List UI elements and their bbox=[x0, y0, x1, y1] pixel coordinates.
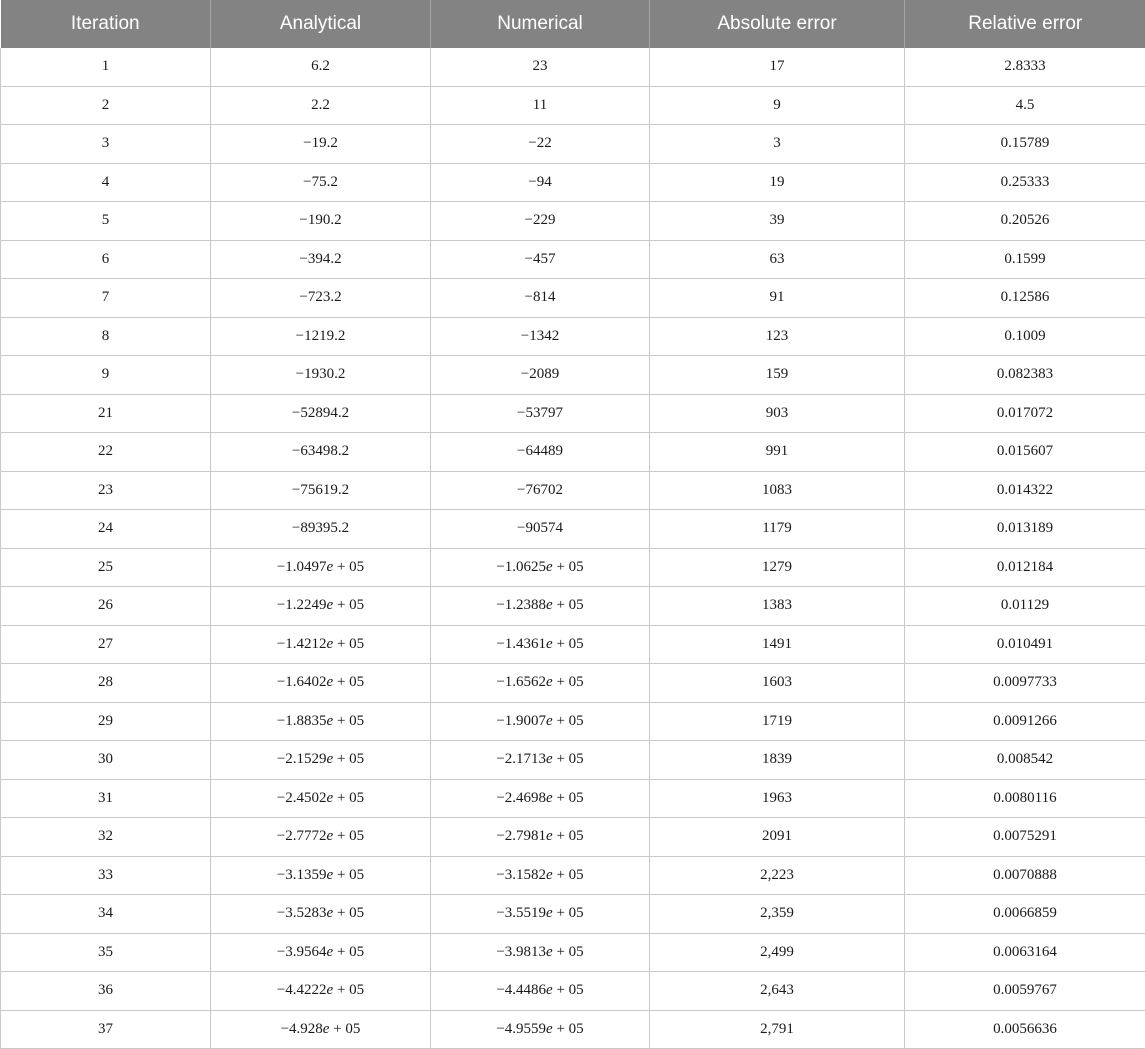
cell-numerical: −76702 bbox=[431, 471, 650, 510]
table-row bbox=[1, 279, 1145, 318]
cell-absolute-error: 2091 bbox=[650, 818, 905, 857]
cell-relative-error: 0.0063164 bbox=[905, 933, 1145, 972]
cell-analytical: −394.2 bbox=[211, 240, 431, 279]
cell-iteration: 26 bbox=[1, 587, 211, 626]
table-row bbox=[1, 856, 1145, 895]
cell-iteration: 37 bbox=[1, 1010, 211, 1049]
table-row bbox=[1, 48, 1145, 86]
cell-analytical: −1930.2 bbox=[211, 356, 431, 395]
table-row bbox=[1, 471, 1145, 510]
cell-absolute-error: 1083 bbox=[650, 471, 905, 510]
cell-iteration: 22 bbox=[1, 433, 211, 472]
cell-numerical: −2.4698e + 05 bbox=[431, 779, 650, 818]
cell-relative-error: 0.0059767 bbox=[905, 972, 1145, 1011]
cell-analytical: −52894.2 bbox=[211, 394, 431, 433]
cell-numerical: −3.1582e + 05 bbox=[431, 856, 650, 895]
cell-absolute-error: 1383 bbox=[650, 587, 905, 626]
cell-numerical: −4.4486e + 05 bbox=[431, 972, 650, 1011]
cell-iteration: 21 bbox=[1, 394, 211, 433]
cell-iteration: 31 bbox=[1, 779, 211, 818]
table-row bbox=[1, 433, 1145, 472]
cell-numerical: −1.0625e + 05 bbox=[431, 548, 650, 587]
cell-iteration: 6 bbox=[1, 240, 211, 279]
cell-analytical: −19.2 bbox=[211, 125, 431, 164]
table-row bbox=[1, 163, 1145, 202]
cell-relative-error: 0.010491 bbox=[905, 625, 1145, 664]
cell-numerical: 23 bbox=[431, 48, 650, 86]
cell-absolute-error: 1719 bbox=[650, 702, 905, 741]
table-row bbox=[1, 587, 1145, 626]
cell-absolute-error: 2,643 bbox=[650, 972, 905, 1011]
cell-numerical: −22 bbox=[431, 125, 650, 164]
cell-relative-error: 0.0070888 bbox=[905, 856, 1145, 895]
cell-absolute-error: 2,223 bbox=[650, 856, 905, 895]
header-iteration: Iteration bbox=[1, 0, 211, 48]
cell-relative-error: 0.01129 bbox=[905, 587, 1145, 626]
cell-numerical: −1.9007e + 05 bbox=[431, 702, 650, 741]
header-row bbox=[1, 0, 1145, 48]
table-row bbox=[1, 1010, 1145, 1049]
table-row bbox=[1, 933, 1145, 972]
cell-iteration: 36 bbox=[1, 972, 211, 1011]
cell-absolute-error: 1839 bbox=[650, 741, 905, 780]
cell-numerical: −90574 bbox=[431, 510, 650, 549]
cell-absolute-error: 1279 bbox=[650, 548, 905, 587]
cell-relative-error: 0.012184 bbox=[905, 548, 1145, 587]
cell-relative-error: 0.015607 bbox=[905, 433, 1145, 472]
cell-numerical: −1.4361e + 05 bbox=[431, 625, 650, 664]
cell-analytical: −190.2 bbox=[211, 202, 431, 241]
cell-absolute-error: 1603 bbox=[650, 664, 905, 703]
table-row bbox=[1, 972, 1145, 1011]
cell-relative-error: 0.1599 bbox=[905, 240, 1145, 279]
table-row bbox=[1, 240, 1145, 279]
cell-numerical: −2.7981e + 05 bbox=[431, 818, 650, 857]
cell-relative-error: 0.014322 bbox=[905, 471, 1145, 510]
cell-iteration: 4 bbox=[1, 163, 211, 202]
cell-analytical: −3.1359e + 05 bbox=[211, 856, 431, 895]
cell-relative-error: 0.12586 bbox=[905, 279, 1145, 318]
cell-absolute-error: 903 bbox=[650, 394, 905, 433]
table-row bbox=[1, 510, 1145, 549]
cell-analytical: −2.7772e + 05 bbox=[211, 818, 431, 857]
table-row bbox=[1, 356, 1145, 395]
cell-numerical: −1.2388e + 05 bbox=[431, 587, 650, 626]
table-row bbox=[1, 125, 1145, 164]
cell-relative-error: 2.8333 bbox=[905, 48, 1145, 86]
cell-numerical: −64489 bbox=[431, 433, 650, 472]
cell-analytical: −75.2 bbox=[211, 163, 431, 202]
table-row bbox=[1, 394, 1145, 433]
table-body bbox=[1, 48, 1145, 1049]
cell-analytical: −2.4502e + 05 bbox=[211, 779, 431, 818]
cell-iteration: 2 bbox=[1, 86, 211, 125]
cell-absolute-error: 1491 bbox=[650, 625, 905, 664]
cell-iteration: 27 bbox=[1, 625, 211, 664]
table-row bbox=[1, 625, 1145, 664]
cell-numerical: −4.9559e + 05 bbox=[431, 1010, 650, 1049]
cell-relative-error: 0.25333 bbox=[905, 163, 1145, 202]
cell-absolute-error: 9 bbox=[650, 86, 905, 125]
cell-iteration: 3 bbox=[1, 125, 211, 164]
cell-relative-error: 0.008542 bbox=[905, 741, 1145, 780]
cell-relative-error: 0.082383 bbox=[905, 356, 1145, 395]
table-row bbox=[1, 202, 1145, 241]
table-row bbox=[1, 818, 1145, 857]
cell-iteration: 34 bbox=[1, 895, 211, 934]
cell-analytical: −89395.2 bbox=[211, 510, 431, 549]
cell-numerical: −1342 bbox=[431, 317, 650, 356]
cell-iteration: 5 bbox=[1, 202, 211, 241]
cell-analytical: 2.2 bbox=[211, 86, 431, 125]
cell-iteration: 28 bbox=[1, 664, 211, 703]
cell-iteration: 23 bbox=[1, 471, 211, 510]
cell-analytical: −1.0497e + 05 bbox=[211, 548, 431, 587]
cell-numerical: −1.6562e + 05 bbox=[431, 664, 650, 703]
cell-numerical: −2.1713e + 05 bbox=[431, 741, 650, 780]
cell-analytical: −3.9564e + 05 bbox=[211, 933, 431, 972]
header-analytical: Analytical bbox=[211, 0, 431, 48]
cell-numerical: −2089 bbox=[431, 356, 650, 395]
cell-iteration: 7 bbox=[1, 279, 211, 318]
cell-absolute-error: 3 bbox=[650, 125, 905, 164]
cell-numerical: 11 bbox=[431, 86, 650, 125]
cell-numerical: −457 bbox=[431, 240, 650, 279]
cell-analytical: −1.8835e + 05 bbox=[211, 702, 431, 741]
cell-analytical: −1.4212e + 05 bbox=[211, 625, 431, 664]
cell-iteration: 25 bbox=[1, 548, 211, 587]
cell-absolute-error: 159 bbox=[650, 356, 905, 395]
cell-relative-error: 0.0097733 bbox=[905, 664, 1145, 703]
cell-numerical: −3.5519e + 05 bbox=[431, 895, 650, 934]
header-numerical: Numerical bbox=[431, 0, 650, 48]
cell-absolute-error: 991 bbox=[650, 433, 905, 472]
cell-analytical: 6.2 bbox=[211, 48, 431, 86]
cell-analytical: −1219.2 bbox=[211, 317, 431, 356]
table-row bbox=[1, 548, 1145, 587]
cell-analytical: −2.1529e + 05 bbox=[211, 741, 431, 780]
cell-absolute-error: 1963 bbox=[650, 779, 905, 818]
cell-absolute-error: 63 bbox=[650, 240, 905, 279]
cell-absolute-error: 39 bbox=[650, 202, 905, 241]
cell-relative-error: 0.0091266 bbox=[905, 702, 1145, 741]
cell-absolute-error: 91 bbox=[650, 279, 905, 318]
table-row bbox=[1, 664, 1145, 703]
cell-numerical: −814 bbox=[431, 279, 650, 318]
cell-relative-error: 0.20526 bbox=[905, 202, 1145, 241]
cell-relative-error: 0.013189 bbox=[905, 510, 1145, 549]
table-row bbox=[1, 779, 1145, 818]
cell-iteration: 35 bbox=[1, 933, 211, 972]
cell-iteration: 8 bbox=[1, 317, 211, 356]
cell-relative-error: 0.0075291 bbox=[905, 818, 1145, 857]
cell-numerical: −53797 bbox=[431, 394, 650, 433]
cell-absolute-error: 19 bbox=[650, 163, 905, 202]
cell-relative-error: 0.017072 bbox=[905, 394, 1145, 433]
cell-iteration: 9 bbox=[1, 356, 211, 395]
cell-absolute-error: 123 bbox=[650, 317, 905, 356]
cell-numerical: −229 bbox=[431, 202, 650, 241]
cell-analytical: −4.4222e + 05 bbox=[211, 972, 431, 1011]
cell-relative-error: 4.5 bbox=[905, 86, 1145, 125]
cell-analytical: −1.6402e + 05 bbox=[211, 664, 431, 703]
cell-relative-error: 0.0080116 bbox=[905, 779, 1145, 818]
cell-absolute-error: 2,359 bbox=[650, 895, 905, 934]
table-row bbox=[1, 741, 1145, 780]
cell-analytical: −4.928e + 05 bbox=[211, 1010, 431, 1049]
cell-absolute-error: 1179 bbox=[650, 510, 905, 549]
cell-analytical: −1.2249e + 05 bbox=[211, 587, 431, 626]
table-row bbox=[1, 317, 1145, 356]
cell-relative-error: 0.0056636 bbox=[905, 1010, 1145, 1049]
cell-iteration: 1 bbox=[1, 48, 211, 86]
header-relative-error: Relative error bbox=[905, 0, 1145, 48]
cell-iteration: 33 bbox=[1, 856, 211, 895]
header-absolute-error: Absolute error bbox=[650, 0, 905, 48]
cell-relative-error: 0.15789 bbox=[905, 125, 1145, 164]
cell-relative-error: 0.1009 bbox=[905, 317, 1145, 356]
table-row bbox=[1, 702, 1145, 741]
cell-analytical: −75619.2 bbox=[211, 471, 431, 510]
cell-iteration: 29 bbox=[1, 702, 211, 741]
table-row bbox=[1, 895, 1145, 934]
cell-analytical: −63498.2 bbox=[211, 433, 431, 472]
cell-iteration: 32 bbox=[1, 818, 211, 857]
cell-relative-error: 0.0066859 bbox=[905, 895, 1145, 934]
cell-absolute-error: 2,499 bbox=[650, 933, 905, 972]
cell-analytical: −723.2 bbox=[211, 279, 431, 318]
cell-iteration: 24 bbox=[1, 510, 211, 549]
cell-iteration: 30 bbox=[1, 741, 211, 780]
cell-numerical: −3.9813e + 05 bbox=[431, 933, 650, 972]
table-row bbox=[1, 86, 1145, 125]
cell-absolute-error: 17 bbox=[650, 48, 905, 86]
cell-numerical: −94 bbox=[431, 163, 650, 202]
cell-absolute-error: 2,791 bbox=[650, 1010, 905, 1049]
cell-analytical: −3.5283e + 05 bbox=[211, 895, 431, 934]
